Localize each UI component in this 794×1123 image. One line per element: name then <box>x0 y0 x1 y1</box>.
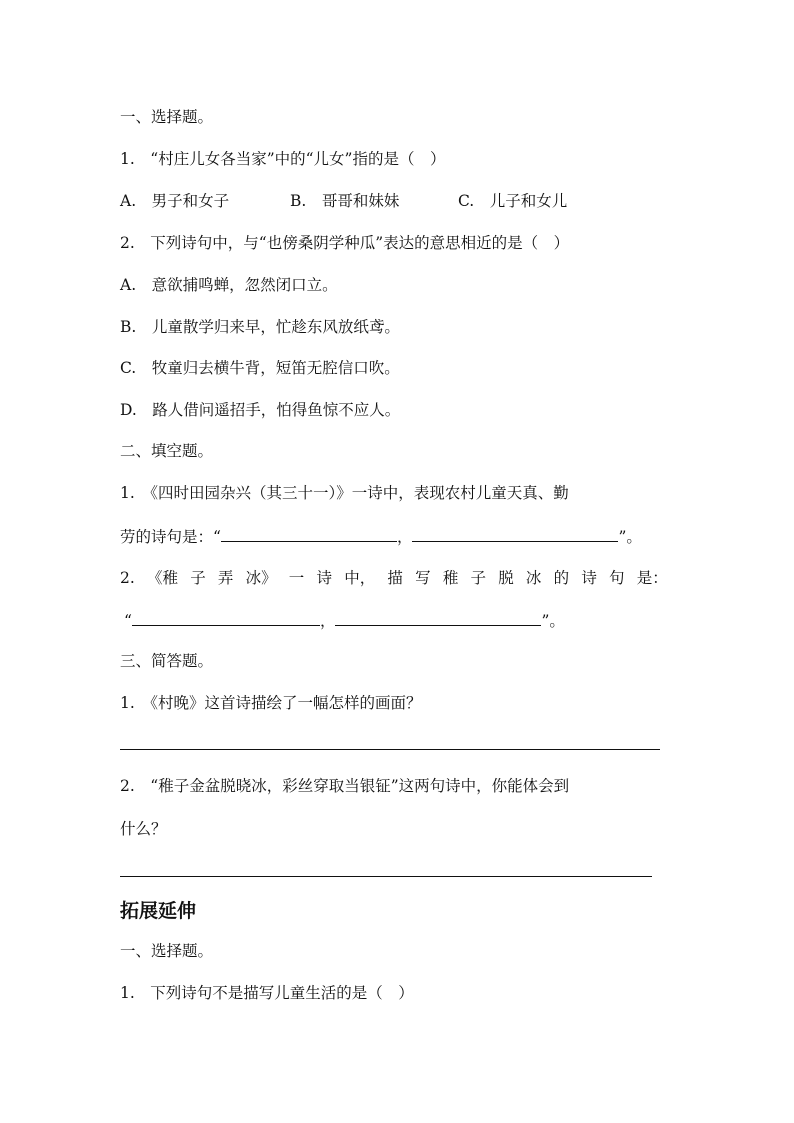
char: 冰 <box>525 569 542 587</box>
char: 诗 <box>581 569 597 587</box>
char: 描 <box>387 569 403 587</box>
section-2-title: 二、填空题。 <box>120 442 214 460</box>
extension-question-1: 1. 下列诗句不是描写儿童生活的是（ ） <box>120 984 414 1002</box>
char: 诗 <box>316 569 333 587</box>
fill-suffix: ”。 <box>541 612 565 630</box>
char: 写 <box>415 569 431 587</box>
section-3-title: 三、简答题。 <box>120 652 214 670</box>
question-2-2-line1 <box>120 567 668 589</box>
char: 子 <box>470 569 487 587</box>
option-c: C. 牧童归去横牛背，短笛无腔信口吹。 <box>120 359 400 377</box>
fill-separator: ， <box>396 528 413 546</box>
option-a: A. 男子和女子 <box>120 192 230 210</box>
char: 中， <box>344 569 376 587</box>
option-b: B. 哥哥和妹妹 <box>290 192 400 210</box>
question-2-1-line2 <box>120 525 642 548</box>
question-2-1-line1: 1. 《四时田园杂兴（其三十一）》一诗中，表现农村儿童天真、勤 <box>120 484 569 502</box>
fill-separator: ， <box>319 612 336 630</box>
answer-line[interactable] <box>120 876 652 877</box>
option-c: C. 儿子和女儿 <box>458 192 568 210</box>
option-d: D. 路人借问遥招手，怕得鱼惊不应人。 <box>120 401 401 419</box>
blank-line[interactable] <box>412 525 618 542</box>
char: 弄 <box>217 569 234 587</box>
char: 是： <box>636 569 668 587</box>
blank-line[interactable] <box>132 609 320 626</box>
char: 脱 <box>498 569 514 587</box>
char: 2. <box>120 569 135 587</box>
char: 《稚 <box>146 569 178 587</box>
char: 句 <box>609 569 625 587</box>
fill-prefix: “ <box>124 612 132 630</box>
fill-suffix: ”。 <box>618 528 642 546</box>
char: 的 <box>553 569 570 587</box>
fill-prefix: 劳的诗句是：“ <box>120 528 221 546</box>
section-1-title: 一、选择题。 <box>120 108 214 126</box>
question-1-1: 1. “村庄儿女各当家”中的“儿女”指的是（ ） <box>120 150 446 168</box>
option-a: A. 意欲捕鸣蝉，忽然闭口立。 <box>120 276 338 294</box>
blank-line[interactable] <box>335 609 541 626</box>
char: 子 <box>190 569 206 587</box>
extension-section-1-title: 一、选择题。 <box>120 942 214 960</box>
blank-line[interactable] <box>221 525 397 542</box>
option-b: B. 儿童散学归来早，忙趁东风放纸鸢。 <box>120 318 400 336</box>
question-3-2-line2: 什么？ <box>120 820 167 838</box>
extension-heading: 拓展延伸 <box>120 900 197 922</box>
question-3-2-line1: 2. “稚子金盆脱晓冰，彩丝穿取当银钲”这两句诗中，你能体会到 <box>120 777 570 795</box>
question-3-1: 1. 《村晚》这首诗描绘了一幅怎样的画面？ <box>120 694 422 712</box>
question-1-2: 2. 下列诗句中，与“也傍桑阴学种瓜”表达的意思相近的是（ ） <box>120 234 570 252</box>
char: 冰》 <box>245 569 277 587</box>
char: 稚 <box>442 569 459 587</box>
question-2-2-line2 <box>124 609 565 632</box>
answer-line[interactable] <box>120 749 660 750</box>
char: 一 <box>288 569 305 587</box>
